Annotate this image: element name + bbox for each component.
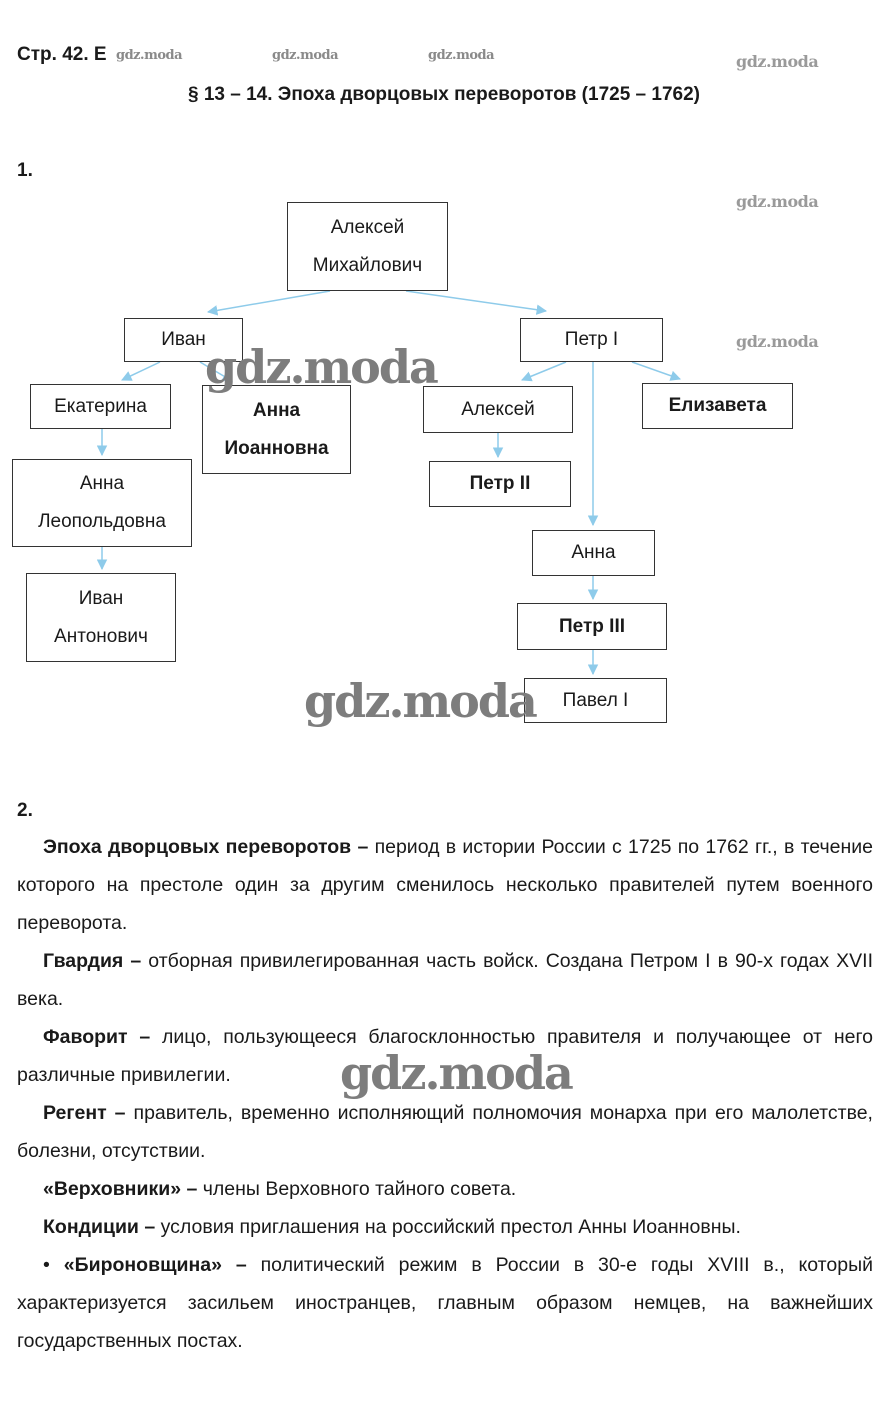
tree-node-ivan: Иван xyxy=(124,318,243,362)
tree-node-ekaterina: Екатерина xyxy=(30,384,171,429)
section-number-1: 1. xyxy=(17,160,33,181)
definition-guard: Гвардия – отборная привилегированная часть войск. Создана Петром I в 90-х годах XVII века. xyxy=(17,950,873,1010)
tree-node-aleksey: Алексей xyxy=(423,386,573,433)
arrow-petr1-elizaveta xyxy=(632,362,680,379)
tree-node-anna-leopoldovna: Анна Леопольдовна xyxy=(12,459,192,547)
watermark: gdz.moda xyxy=(272,48,339,63)
section-number-2: 2. xyxy=(17,800,33,821)
tree-node-petr-3: Петр III xyxy=(517,603,667,650)
watermark: gdz.moda xyxy=(736,192,819,211)
arrow-am-ivan xyxy=(208,291,330,312)
tree-node-anna-ioannovna: Анна Иоанновна xyxy=(202,385,351,474)
definition-bironovshchina: • «Бироновщина» – политический режим в России в 30-е годы XVIII в., который характеризуется засильем иностранцев, главным образом немцев, на важнейших государственных постах. xyxy=(17,1254,873,1352)
page-label: Стр. 42. Е xyxy=(17,44,107,65)
arrow-am-petr1 xyxy=(406,291,546,311)
arrow-petr1-aleksey xyxy=(522,362,566,380)
definition-konditsii: Кондиции – условия приглашения на российский престол Анны Иоанновны. xyxy=(43,1216,741,1238)
page-title: § 13 – 14. Эпоха дворцовых переворотов (1725 – 1762) xyxy=(188,84,700,105)
watermark: gdz.moda xyxy=(340,1046,572,1100)
tree-node-aleksey-mikhaylovich: Алексей Михайлович xyxy=(287,202,448,291)
tree-node-ivan-antonovich: Иван Антонович xyxy=(26,573,176,662)
watermark: gdz.moda xyxy=(304,674,536,728)
watermark: gdz.moda xyxy=(116,48,183,63)
definition-verkhovniki: «Верховники» – члены Верховного тайного совета. xyxy=(43,1178,517,1200)
bullet-icon: • xyxy=(43,1254,64,1276)
definition-favorite: Фаворит – лицо, пользующееся благосклонностью правителя и получающее от него различные привилегии. xyxy=(17,1026,874,1086)
arrow-ivan-ekaterina xyxy=(122,362,160,380)
watermark: gdz.moda xyxy=(428,48,495,63)
tree-node-petr-1: Петр I xyxy=(520,318,663,362)
watermark: gdz.moda xyxy=(736,52,819,71)
tree-node-pavel-1: Павел I xyxy=(524,678,667,723)
tree-node-elizaveta: Елизавета xyxy=(642,383,793,429)
watermark: gdz.moda xyxy=(736,332,819,351)
definition-epoch: Эпоха дворцовых переворотов – период в истории России с 1725 по 1762 гг., в течение которого на престоле один за другим сменилось несколько правителей путем военного переворота. xyxy=(17,836,874,934)
definition-regent: Регент – правитель, временно исполняющий полномочия монарха при его малолетстве, болезни, отсутствии. xyxy=(17,1102,873,1162)
tree-node-petr-2: Петр II xyxy=(429,461,571,507)
tree-node-anna: Анна xyxy=(532,530,655,576)
watermark: gdz.moda xyxy=(205,340,437,394)
